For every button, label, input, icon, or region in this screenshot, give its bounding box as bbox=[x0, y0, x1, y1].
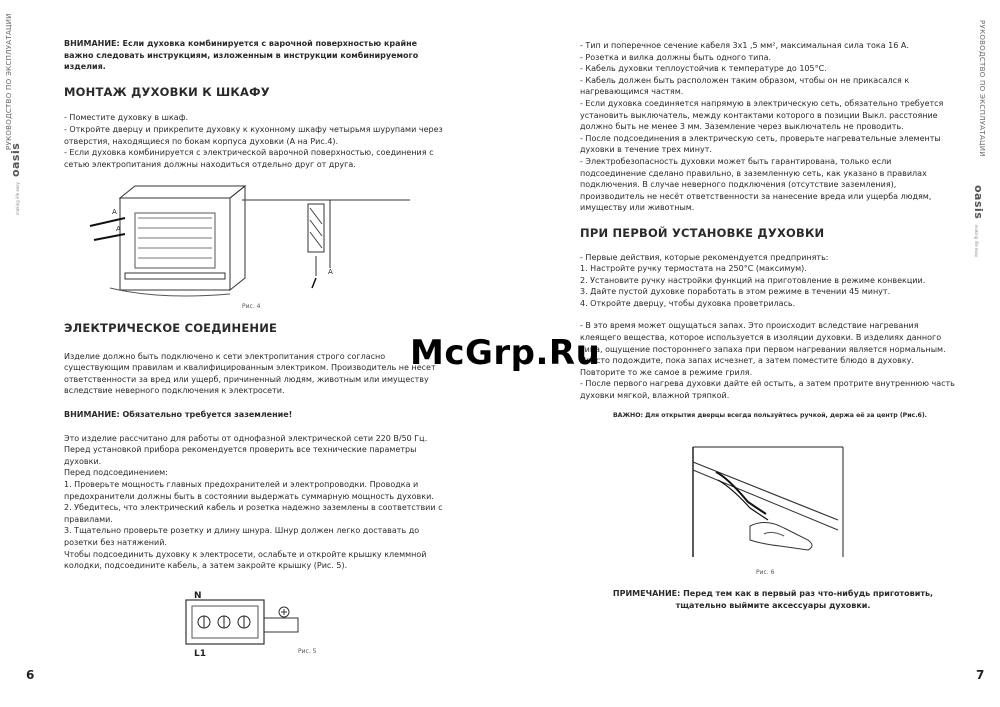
side-strip-left bbox=[2, 13, 24, 220]
manual-label: РУКОВОДСТВО ПО ЭКСПЛУАТАЦИИ bbox=[5, 13, 13, 150]
first-line: 2. Установите ручку настройки функций на приготовление в режиме конвекции. bbox=[580, 275, 926, 285]
cable-line: - Электробезопасность духовки может быть гарантирована, только если подсоединение сделано правильно, в заземленную сеть, как указано в правилах подключения. В случае неверного подключения (отсутствие заземления), производитель не несёт ответственности за нанесение вреда или ущерба людям, имуществу или животным. bbox=[580, 156, 932, 213]
mount-line: - Поместите духовку в шкаф. bbox=[64, 113, 189, 123]
page-number-left: 6 bbox=[26, 668, 35, 682]
fig4-label-a: A bbox=[328, 268, 333, 276]
figure-5-terminal-block bbox=[180, 588, 300, 658]
side-strip-right bbox=[972, 20, 996, 258]
fig4-label-a: A bbox=[116, 225, 121, 233]
cable-line: - Кабель должен быть расположен таким образом, чтобы он не прикасался к нагревающимся частям. bbox=[580, 75, 910, 97]
fig5-label-l1: L1 bbox=[194, 649, 206, 658]
figure-6-door-handle bbox=[688, 442, 848, 562]
brand-name: oasis bbox=[972, 185, 985, 220]
brand-logo bbox=[971, 185, 990, 257]
cable-line: - Если духовка соединяется напрямую в электрическую сеть, обязательно требуется установить выключатель, между контактами которого в позиции Выкл. расстояние должно быть не менее 3 мм. Заземление через выключатель не проводить. bbox=[580, 98, 944, 132]
electric-line: Чтобы подсоединить духовку к электросети, ослабьте и откройте крышку клеммной колодки, подсоедините кабель, а затем закройте крышку (Рис. 5). bbox=[64, 549, 427, 571]
warning-combination: ВНИМАНИЕ: Если духовка комбинируется с варочной поверхностью крайне важно следовать инструкциям, изложенным в инструкции комбинируемого изделия. bbox=[64, 39, 419, 72]
note-accessories: ПРИМЕЧАНИЕ: Перед тем как в первый раз что-нибудь приготовить, тщательно выймите аксессуары духовки. bbox=[612, 589, 934, 610]
electric-line: Перед подсоединением: bbox=[64, 468, 168, 478]
important-note: ВАЖНО: Для открытия дверцы всегда пользуйтесь ручкой, держа её за центр (Рис.6). bbox=[612, 412, 928, 419]
electric-intro: Изделие должно быть подключено к сети электропитания строго согласно существующим правилам и квалифицированным электриком. Производитель не несет ответственности за вред или ущерб, причиненный людям, животным или имуществу вследствие неверного подключения к электросети. bbox=[64, 351, 436, 396]
first-line: 4. Откройте дверцу, чтобы духовка проветрилась. bbox=[580, 298, 796, 308]
electric-line: 1. Проверьте мощность главных предохранителей и электропроводки. Проводка и предохранители должны быть в состоянии выдержать суммарную мощность духовки. bbox=[64, 479, 434, 501]
manual-label: РУКОВОДСТВО ПО ЭКСПЛУАТАЦИИ bbox=[978, 20, 986, 157]
first-line: - Первые действия, которые рекомендуется предпринять: bbox=[580, 252, 829, 262]
left-column-top bbox=[64, 38, 444, 170]
fig5-label-n: N bbox=[194, 591, 202, 601]
fig6-caption: Рис. 6 bbox=[756, 569, 775, 576]
electric-line: 3. Тщательно проверьте розетку и длину шнура. Шнур должен легко доставать до розетки без натяжений. bbox=[64, 526, 420, 547]
fig4-caption: Рис. 4 bbox=[242, 303, 261, 310]
brand-logo bbox=[4, 143, 23, 215]
cable-line: - После подсоединения в электрическую сеть, проверьте нагревательные элементы духовки в течение трех минут. bbox=[580, 133, 941, 155]
left-column-electric bbox=[64, 323, 444, 572]
electric-line: Перед установкой прибора рекомендуется проверить все технические параметры духовки. bbox=[64, 445, 417, 466]
electric-line: Это изделие рассчитано для работы от однофазной электрической сети 220 В/50 Гц. bbox=[64, 433, 428, 443]
mount-line: - Откройте дверцу и прикрепите духовку к кухонному шкафу четырьмя шурупами через отверстия, находящиеся по бокам корпуса духовки (А на Рис.4). bbox=[64, 124, 443, 146]
heading-mount: МОНТАЖ ДУХОВКИ К ШКАФУ bbox=[64, 84, 270, 99]
fig5-caption: Рис. 5 bbox=[298, 648, 317, 655]
cable-line: - Розетка и вилка должны быть одного типа. bbox=[580, 52, 772, 62]
mount-line: - Если духовка комбинируется с электрической варочной поверхностью, соединения с сетью электропитания должны находиться отдельно друг от друга. bbox=[64, 148, 434, 169]
heading-first-install: ПРИ ПЕРВОЙ УСТАНОВКЕ ДУХОВКИ bbox=[580, 225, 825, 240]
first-line: 1. Настройте ручку термостата на 250°С (максимум). bbox=[580, 264, 807, 274]
cable-line: - Кабель духовки теплоустойчив к температуре до 105°С. bbox=[580, 64, 827, 74]
smell-line: - В это время может ощущаться запах. Это происходит вследствие нагревания клеящего вещества, которое используется в изоляции духовки. В изделиях данного типа, ощущение постороннего запаха при первом нагревании является нормальным. Просто подождите, пока запах исчезнет, а затем поместите блюдо в духовку. Повторите то же самое в режиме гриля. bbox=[580, 321, 946, 377]
heading-electric: ЭЛЕКТРИЧЕСКОЕ СОЕДИНЕНИЕ bbox=[64, 321, 278, 335]
cable-line: - Тип и поперечное сечение кабеля 3х1 ,5 мм², максимальная сила тока 16 А. bbox=[580, 41, 909, 50]
brand-tagline: making life easy bbox=[974, 224, 979, 258]
smell-line: - После первого нагрева духовки дайте ей остыть, а затем протрите внутреннюю часть духовки мягкой, влажной тряпкой. bbox=[580, 379, 955, 401]
page-number-right: 7 bbox=[976, 668, 985, 682]
brand-tagline: making life easy bbox=[15, 182, 20, 215]
right-column-cable bbox=[580, 40, 960, 402]
first-line: 3. Дайте пустой духовке поработать в этом режиме в течении 45 минут. bbox=[580, 287, 891, 297]
warning-ground: ВНИМАНИЕ: Обязательно требуется заземление! bbox=[64, 409, 293, 419]
electric-line: 2. Убедитесь, что электрический кабель и розетка надежно заземлены в соответствии с правилами. bbox=[64, 503, 443, 524]
watermark: McGrp.Ru bbox=[410, 333, 601, 373]
brand-name: oasis bbox=[9, 142, 22, 178]
figure-4-oven-cabinet bbox=[80, 178, 420, 300]
fig4-label-a: A bbox=[112, 208, 117, 216]
